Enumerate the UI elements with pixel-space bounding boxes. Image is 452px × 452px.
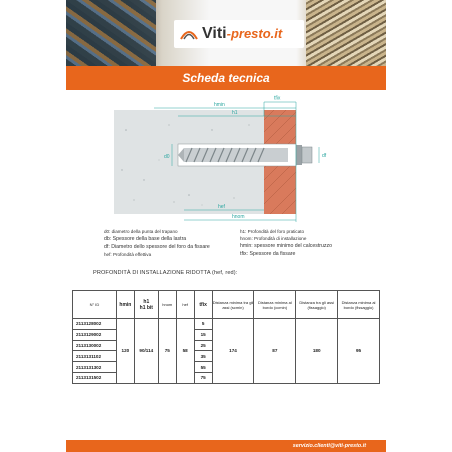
cell-c: 95: [338, 319, 380, 384]
screw-head: [302, 147, 312, 163]
col-ccmin: Distanza minima al bordo (ccmin): [254, 291, 296, 319]
cell-ccmin: 87: [254, 319, 296, 384]
col-c: Distanza minima al bordo (fissaggio): [338, 291, 380, 319]
cell-h1: 90/114: [134, 319, 158, 384]
legend-item: tfix: Spessore da fissare: [240, 251, 296, 258]
legend-item: hef: Profondità effettiva: [104, 252, 152, 258]
cell-id: 2113131502: [73, 372, 117, 383]
col-s: Distanza tra gli assi (fissaggio): [296, 291, 338, 319]
cell-tfix: 5: [194, 319, 212, 330]
cell-tfix: 25: [194, 340, 212, 351]
section-subtitle: PROFONDITÀ DI INSTALLAZIONE RIDOTTA (hef, red):: [93, 270, 238, 276]
cell-hef: 58: [176, 319, 194, 384]
footer-bar: [66, 440, 386, 452]
legend-item: h1: Profondità del foro praticato: [240, 229, 305, 234]
dim-hef: hef: [218, 204, 225, 210]
datasheet-page: [66, 0, 386, 452]
col-id: N° ID: [73, 291, 117, 319]
legend-item: d0: diametro della punta del trapano: [104, 229, 178, 234]
header-banner: [66, 0, 386, 66]
cell-tfix: 75: [194, 372, 212, 383]
legend-item: db: Spessore della base della lastra: [104, 236, 187, 243]
logo-arc-icon: [180, 27, 198, 41]
col-hef: hef: [176, 291, 194, 319]
table-body: [73, 319, 380, 384]
cell-s: 180: [296, 319, 338, 384]
tools-photo: [66, 0, 156, 66]
cell-scmin: 174: [212, 319, 254, 384]
title-bar: [66, 66, 386, 90]
cell-id: 2113129002: [73, 329, 117, 340]
dim-tfix: tfix: [274, 95, 281, 102]
cell-id: 2113128002: [73, 319, 117, 330]
footer-email[interactable]: servizio.clienti@viti-presto.it: [292, 443, 366, 449]
col-h1: h1 h1 bit: [134, 291, 158, 319]
col-tfix: tfix: [194, 291, 212, 319]
cell-tfix: 35: [194, 351, 212, 362]
legend-item: df: Diametro dello spessore del foro da fissare: [104, 244, 210, 251]
dim-hmin: hmin: [214, 102, 225, 108]
table-row: [73, 319, 380, 330]
cell-tfix: 55: [194, 362, 212, 373]
dim-h1: h1: [232, 110, 238, 116]
cell-id: 2113131102: [73, 351, 117, 362]
page-title: Scheda tecnica: [182, 71, 270, 85]
legend-col-left: [104, 228, 224, 258]
dim-df: df: [322, 153, 327, 159]
brand-suffix: -presto.it: [226, 26, 283, 41]
brand-name: Viti: [202, 25, 227, 42]
col-scmin: Distanza minima tra gli assi (scmin): [212, 291, 254, 319]
col-hmin: hmin: [116, 291, 134, 319]
legend-item: hmin: spessore minimo del calcestruzzo: [240, 243, 332, 250]
legend-item: hnom: Profondità di installazione: [240, 236, 307, 242]
dim-hnom: hnom: [232, 214, 245, 220]
cell-hmin: 120: [116, 319, 134, 384]
anchor-installation-diagram: [114, 95, 346, 224]
spec-table: [72, 290, 380, 384]
dim-d0: d0: [164, 154, 170, 160]
cell-id: 2113130002: [73, 340, 117, 351]
cell-hnom: 75: [158, 319, 176, 384]
cell-tfix: 15: [194, 329, 212, 340]
cell-id: 2113131302: [73, 362, 117, 373]
col-hnom: hnom: [158, 291, 176, 319]
legend-col-right: [240, 228, 360, 258]
screw-washer: [296, 145, 302, 165]
screws-photo: [306, 0, 386, 66]
brand-logo[interactable]: [174, 20, 304, 48]
table-header-row: [73, 291, 380, 319]
